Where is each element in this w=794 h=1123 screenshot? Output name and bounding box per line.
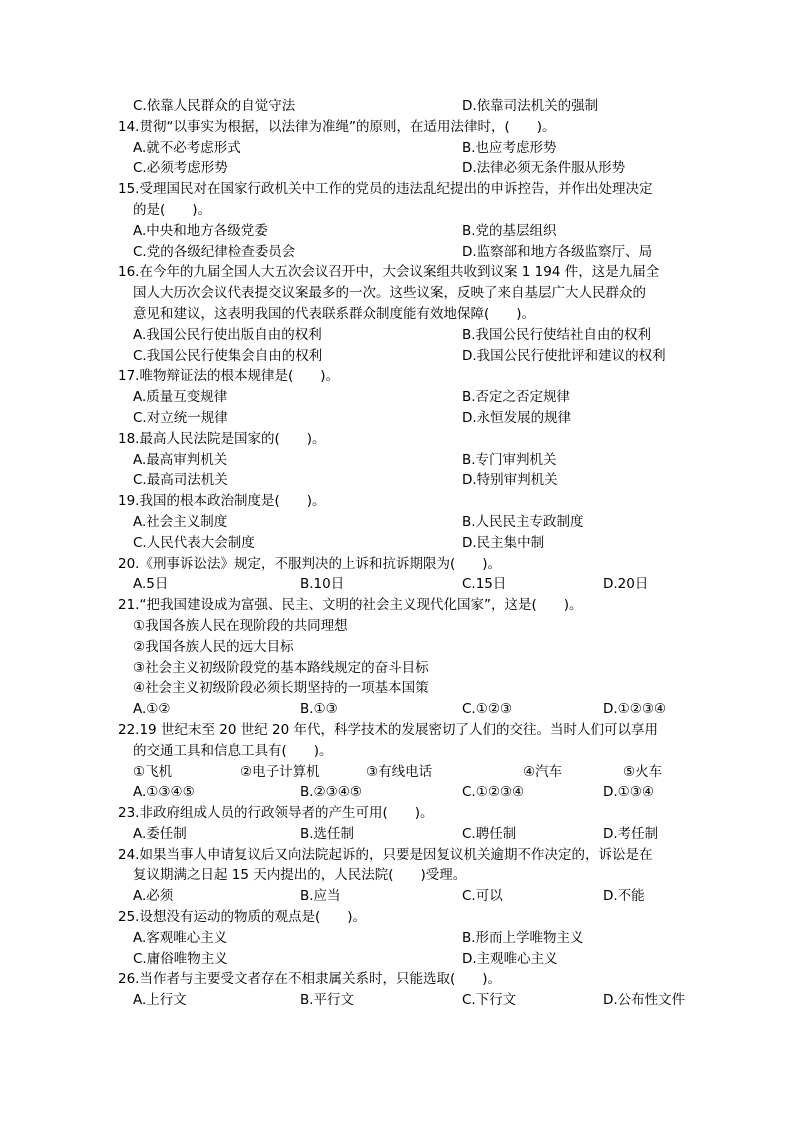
option-c: C.15日 [462, 576, 507, 593]
question-stem [0, 366, 794, 387]
question-26: 26.当作者与主要受文者存在不相隶属关系时，只能选取( )。 [118, 971, 502, 988]
options-row [0, 512, 794, 533]
option-c: C.最高司法机关 [133, 472, 228, 489]
question-stem [0, 554, 794, 575]
question-stem [0, 845, 794, 866]
option-d: D.我国公民行使批评和建议的权利 [462, 347, 666, 364]
item-4: ④汽车 [523, 763, 563, 780]
option-b: B.人民民主专政制度 [462, 513, 584, 530]
question-14: 14.贯彻“以事实为根据，以法律为准绳”的原则，在适用法律时，( )。 [118, 118, 556, 135]
options-row [0, 138, 794, 159]
option-d: D.民主集中制 [462, 534, 545, 551]
stem-line: 复议期满之日起 15 天内提出的，人民法院( )受理。 [133, 867, 467, 884]
question-stem-continued [0, 283, 794, 304]
option-d: D.①③④ [603, 784, 654, 801]
question-stem [0, 429, 794, 450]
option-b: B.①③ [300, 701, 338, 718]
question-stem-continued [0, 865, 794, 886]
option-d: D.不能 [603, 888, 645, 905]
options-row [0, 928, 794, 949]
options-row [0, 990, 794, 1011]
option-a: A.委任制 [133, 825, 187, 842]
option-d: D.主观唯心主义 [462, 950, 558, 967]
option-d: D.法律必须无条件服从形势 [462, 160, 626, 177]
options-row [0, 782, 794, 803]
option-b: B.应当 [300, 888, 341, 905]
option-c: C.对立统一规律 [133, 409, 228, 426]
question-16: 16.在今年的九届全国人大五次会议召开中，大会议案组共收到议案 1 194 件，这是九届全 [118, 264, 660, 281]
options-row [0, 699, 794, 720]
option-c: C.必须考虑形势 [133, 160, 228, 177]
item-3: ③有线电话 [366, 763, 433, 780]
option-d: D.永恒发展的规律 [462, 409, 572, 426]
options-row [0, 574, 794, 595]
option-d: D.公布性文件 [603, 992, 686, 1009]
option-a: A.就不必考虑形式 [133, 139, 241, 156]
question-stem-continued [0, 304, 794, 325]
option-b: B.②③④⑤ [300, 784, 362, 801]
option-c: C.庸俗唯物主义 [133, 950, 228, 967]
options-row [0, 886, 794, 907]
option-d: D.特别审判机关 [462, 472, 558, 489]
options-row [0, 242, 794, 263]
options-row [0, 824, 794, 845]
question-23: 23.非政府组成人员的行政领导者的产生可用( )。 [118, 805, 434, 822]
option-b: B.10日 [300, 576, 345, 593]
option-b: B.党的基层组织 [462, 222, 557, 239]
option-a: A.质量互变规律 [133, 389, 228, 406]
question-stem-continued [0, 741, 794, 762]
option-b: B.否定之否定规律 [462, 389, 571, 406]
question-24: 24.如果当事人申请复议后又向法院起诉的，只要是因复议机关逾期不作决定的，诉讼是在 [118, 846, 653, 863]
question-stem [0, 969, 794, 990]
question-21: 21.“把我国建设成为富强、民主、文明的社会主义现代化国家”，这是( )。 [118, 597, 583, 614]
option-d: D.监察部和地方各级监察厅、局 [462, 243, 653, 260]
options-row [0, 470, 794, 491]
question-stem [0, 179, 794, 200]
question-stem [0, 720, 794, 741]
options-row [0, 450, 794, 471]
statement [0, 658, 794, 679]
option-d: D.依靠司法机关的强制 [462, 98, 599, 114]
option-a: A.中央和地方各级党委 [133, 222, 268, 239]
options-row [0, 346, 794, 367]
option-d: D.考任制 [603, 825, 659, 842]
question-15: 15.受理国民对在国家行政机关中工作的党员的违法乱纪提出的申诉控告，并作出处理决定 [118, 181, 653, 198]
question-stem [0, 907, 794, 928]
option-d: D.①②③④ [603, 701, 667, 718]
question-19: 19.我国的根本政治制度是( )。 [118, 493, 326, 510]
option-d: D.20日 [603, 576, 649, 593]
options-row [0, 387, 794, 408]
option-c: C.党的各级纪律检查委员会 [133, 243, 296, 260]
statement-3: ③社会主义初级阶段党的基本路线规定的奋斗目标 [133, 659, 429, 676]
question-stem [0, 262, 794, 283]
question-20: 20.《刑事诉讼法》规定，不服判决的上诉和抗诉期限为( )。 [118, 555, 502, 572]
option-a: A.①② [133, 701, 171, 718]
statement-2: ②我国各族人民的远大目标 [133, 638, 294, 655]
question-17: 17.唯物辩证法的根本规律是( )。 [118, 368, 340, 385]
option-a: A.客观唯心主义 [133, 929, 228, 946]
option-c: C.我国公民行使集会自由的权利 [133, 347, 323, 364]
exam-document [0, 96, 794, 1011]
option-b: B.形而上学唯物主义 [462, 929, 584, 946]
question-22: 22.19 世纪末至 20 世纪 20 年代，科学技术的发展密切了人们的交往。当时人们可以享用 [118, 721, 658, 738]
option-c: C.①②③④ [462, 784, 525, 801]
question-18: 18.最高人民法院是国家的( )。 [118, 430, 326, 447]
option-c: C.①②③ [462, 701, 513, 718]
question-25: 25.设想没有运动的物质的观点是( )。 [118, 909, 367, 926]
option-c: C.可以 [462, 888, 503, 905]
option-a: A.①③④⑤ [133, 784, 195, 801]
stem-line: 的是( )。 [133, 201, 212, 218]
statement-4: ④社会主义初级阶段必须长期坚持的一项基本国策 [133, 680, 429, 697]
options-row [0, 96, 794, 117]
stem-line: 意见和建议，这表明我国的代表联系群众制度能有效地保障( )。 [133, 305, 536, 322]
statement-1: ①我国各族人民在现阶段的共同理想 [133, 617, 348, 634]
question-stem [0, 117, 794, 138]
statement [0, 637, 794, 658]
options-row [0, 408, 794, 429]
option-a: A.上行文 [133, 992, 187, 1009]
options-row [0, 158, 794, 179]
item-5: ⑤火车 [623, 763, 663, 780]
option-b: B.也应考虑形势 [462, 139, 557, 156]
question-stem [0, 803, 794, 824]
statement [0, 678, 794, 699]
items-row [0, 762, 794, 783]
options-row [0, 949, 794, 970]
option-c: C.依靠人民群众的自觉守法 [133, 98, 296, 114]
option-b: B.我国公民行使结社自由的权利 [462, 326, 652, 343]
option-b: B.选任制 [300, 825, 355, 842]
option-a: A.最高审判机关 [133, 451, 228, 468]
options-row [0, 533, 794, 554]
option-a: A.5日 [133, 576, 169, 593]
item-2: ②电子计算机 [240, 763, 320, 780]
stem-line: 的交通工具和信息工具有( )。 [133, 742, 333, 759]
option-b: B.平行文 [300, 992, 355, 1009]
question-stem-continued [0, 200, 794, 221]
options-row [0, 325, 794, 346]
option-a: A.我国公民行使出版自由的权利 [133, 326, 322, 343]
question-stem [0, 491, 794, 512]
option-b: B.专门审判机关 [462, 451, 557, 468]
options-row [0, 221, 794, 242]
option-c: C.下行文 [462, 992, 517, 1009]
stem-line: 国人大历次会议代表提交议案最多的一次。这些议案，反映了来自基层广大人民群众的 [133, 285, 646, 302]
statement [0, 616, 794, 637]
item-1: ①飞机 [133, 763, 173, 780]
option-a: A.必须 [133, 888, 174, 905]
option-c: C.人民代表大会制度 [133, 534, 255, 551]
question-stem [0, 595, 794, 616]
option-c: C.聘任制 [462, 825, 517, 842]
option-a: A.社会主义制度 [133, 513, 228, 530]
